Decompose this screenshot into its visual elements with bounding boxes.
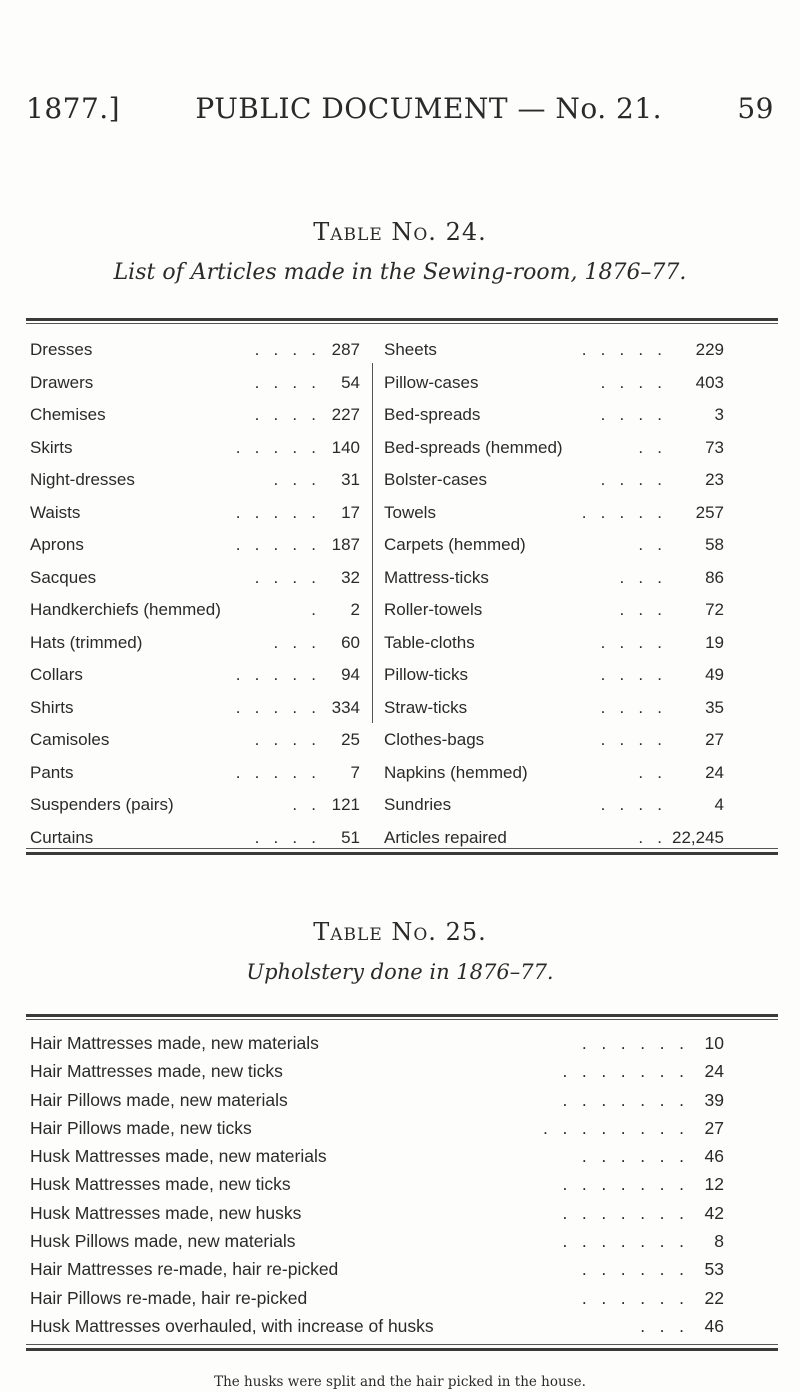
row-value: 2 <box>350 600 360 619</box>
row-label: Handkerchiefs (hemmed) <box>30 600 221 619</box>
row-label: Towels <box>384 502 436 522</box>
row-value: 229 <box>695 340 724 359</box>
row-leader-dots: . . . . . . . . <box>543 1117 684 1138</box>
table-25-top-rule <box>26 1014 778 1017</box>
row-value: 46 <box>704 1315 724 1336</box>
row-label: Hair Pillows re-made, hair re-picked <box>30 1287 308 1308</box>
table-row <box>30 564 360 597</box>
row-label: Sheets <box>384 340 437 359</box>
row-leader-dots: . . . . <box>600 405 662 424</box>
table-row <box>384 336 724 369</box>
row-value: 42 <box>704 1202 724 1223</box>
header-year: 1877.] <box>26 92 121 125</box>
row-value: 53 <box>704 1259 724 1280</box>
table-row <box>384 499 724 532</box>
table-24-column-divider <box>372 363 373 723</box>
table-row <box>384 369 724 402</box>
row-value: 4 <box>714 795 724 814</box>
row-leader-dots: . . . <box>619 567 662 587</box>
row-value: 49 <box>705 665 724 684</box>
row-value: 10 <box>704 1033 724 1053</box>
row-leader-dots: . . . . . <box>235 535 316 554</box>
table-24-subtitle: List of Articles made in the Sewing-room, 1876–77. <box>113 260 687 285</box>
row-label: Husk Mattresses made, new husks <box>30 1202 302 1223</box>
table-25-rows <box>30 1030 724 1341</box>
table-row <box>384 791 724 824</box>
row-label: Clothes-bags <box>384 730 485 749</box>
table-row <box>384 661 724 694</box>
row-leader-dots: . . . . . . . <box>562 1061 684 1082</box>
table-24-title: Table No. 24. <box>313 218 487 246</box>
row-leader-dots: . . . <box>619 600 662 619</box>
table-row <box>30 661 360 694</box>
table-row <box>384 434 724 467</box>
table-row <box>30 434 360 467</box>
table-24-top-rule-thin <box>26 323 778 324</box>
row-label: Hair Mattresses made, new ticks <box>30 1061 283 1082</box>
table-row <box>30 629 360 662</box>
row-value: 39 <box>704 1089 724 1110</box>
table-row <box>30 1256 724 1284</box>
row-value: 8 <box>714 1231 724 1252</box>
table-25-bottom-rule <box>26 1348 778 1351</box>
row-leader-dots: . . . . . <box>235 437 316 457</box>
table-row <box>30 1143 724 1171</box>
row-value: 58 <box>705 535 724 554</box>
table-25-subtitle: Upholstery done in 1876–77. <box>246 960 554 984</box>
row-label: Pillow-ticks <box>384 665 469 684</box>
row-value: 187 <box>331 535 360 554</box>
row-value: 19 <box>705 632 724 652</box>
row-leader-dots: . . . . <box>254 730 316 749</box>
row-leader-dots: . . . . . . <box>581 1287 684 1308</box>
row-label: Pillow-cases <box>384 372 479 392</box>
row-leader-dots: . . . . . . <box>581 1259 684 1280</box>
row-value: 27 <box>705 730 724 749</box>
row-label: Sacques <box>30 567 97 587</box>
row-leader-dots: . . . . <box>600 632 662 652</box>
row-value: 12 <box>704 1174 724 1195</box>
row-label: Suspenders (pairs) <box>30 795 174 814</box>
row-leader-dots: . . . . <box>600 470 662 489</box>
row-label: Dresses <box>30 340 93 359</box>
row-leader-dots: . . . . . . . <box>562 1089 684 1110</box>
row-value: 17 <box>341 502 360 522</box>
row-label: Hats (trimmed) <box>30 632 143 652</box>
table-row <box>30 531 360 564</box>
row-label: Bolster-cases <box>384 470 487 489</box>
table-row <box>30 336 360 369</box>
table-25-top-rule-thin <box>26 1019 778 1020</box>
row-leader-dots: . . . . . <box>581 340 662 359</box>
row-value: 3 <box>714 405 724 424</box>
row-label: Collars <box>30 665 83 684</box>
row-leader-dots: . . . . . <box>235 502 316 522</box>
row-label: Roller-towels <box>384 600 483 619</box>
row-leader-dots: . . . . <box>600 697 662 717</box>
row-label: Carpets (hemmed) <box>384 535 526 554</box>
table-24-left-column <box>30 336 360 856</box>
row-value: 73 <box>705 437 724 457</box>
row-value: 72 <box>705 600 724 619</box>
page-header <box>26 92 774 125</box>
row-label: Skirts <box>30 437 73 457</box>
row-leader-dots: . . . . . . . <box>562 1174 684 1195</box>
table-row <box>30 499 360 532</box>
row-value: 46 <box>704 1146 724 1167</box>
row-leader-dots: . . <box>638 827 662 847</box>
row-leader-dots: . . . . <box>254 827 316 847</box>
row-label: Mattress-ticks <box>384 567 489 587</box>
row-label: Hair Mattresses made, new materials <box>30 1033 319 1053</box>
table-row <box>30 466 360 499</box>
table-row <box>30 1115 724 1143</box>
row-leader-dots: . . . . <box>254 372 316 392</box>
row-value: 31 <box>341 470 360 489</box>
table-row <box>30 726 360 759</box>
row-value: 27 <box>704 1117 724 1138</box>
row-value: 32 <box>341 567 360 587</box>
row-leader-dots: . . . <box>640 1315 684 1336</box>
row-value: 23 <box>705 470 724 489</box>
table-row <box>384 564 724 597</box>
table-25-title: Table No. 25. <box>313 918 487 946</box>
row-leader-dots: . . <box>638 762 662 782</box>
table-row <box>30 1200 724 1228</box>
row-value: 51 <box>341 827 360 847</box>
row-leader-dots: . . . . <box>254 340 316 359</box>
row-leader-dots: . . . <box>273 470 316 489</box>
footnote: The husks were split and the hair picked in the house. <box>214 1374 586 1390</box>
row-leader-dots: . . . . . . <box>581 1033 684 1053</box>
table-row <box>384 759 724 792</box>
row-leader-dots: . <box>311 600 316 619</box>
row-label: Shirts <box>30 697 74 717</box>
table-row <box>30 369 360 402</box>
row-label: Waists <box>30 502 81 522</box>
row-leader-dots: . . . . <box>600 730 662 749</box>
row-label: Sundries <box>384 795 452 814</box>
row-value: 287 <box>331 340 360 359</box>
row-label: Husk Mattresses made, new ticks <box>30 1174 291 1195</box>
row-leader-dots: . . . . <box>600 372 662 392</box>
table-row <box>384 629 724 662</box>
table-row <box>30 791 360 824</box>
row-value: 403 <box>695 372 724 392</box>
header-title: PUBLIC DOCUMENT — No. 21. <box>195 92 663 125</box>
row-leader-dots: . . . . . <box>581 502 662 522</box>
row-value: 22 <box>704 1287 724 1308</box>
table-row <box>30 1058 724 1086</box>
row-label: Articles repaired <box>384 827 507 847</box>
table-row <box>384 531 724 564</box>
row-label: Aprons <box>30 535 84 554</box>
row-label: Straw-ticks <box>384 697 468 717</box>
table-row <box>384 694 724 727</box>
table-row <box>30 1285 724 1313</box>
row-value: 121 <box>331 795 360 814</box>
row-label: Husk Pillows made, new materials <box>30 1231 296 1252</box>
row-label: Bed-spreads <box>384 405 481 424</box>
row-value: 257 <box>695 502 724 522</box>
row-value: 227 <box>331 405 360 424</box>
row-value: 22,245 <box>672 827 724 847</box>
row-leader-dots: . . <box>638 535 662 554</box>
table-row <box>30 596 360 629</box>
row-value: 86 <box>705 567 724 587</box>
row-leader-dots: . . . . <box>600 795 662 814</box>
table-row <box>384 596 724 629</box>
row-leader-dots: . . . . . <box>235 665 316 684</box>
row-label: Husk Mattresses made, new materials <box>30 1146 327 1167</box>
row-label: Camisoles <box>30 730 110 749</box>
table-row <box>30 1228 724 1256</box>
row-leader-dots: . . <box>638 437 662 457</box>
row-value: 334 <box>331 697 360 717</box>
row-leader-dots: . . . . . . . <box>562 1202 684 1223</box>
table-row <box>30 1087 724 1115</box>
table-24-top-rule <box>26 318 778 321</box>
row-label: Bed-spreads (hemmed) <box>384 437 563 457</box>
row-leader-dots: . . . . <box>600 665 662 684</box>
row-value: 140 <box>331 437 360 457</box>
row-leader-dots: . . . . . . <box>581 1146 684 1167</box>
row-label: Curtains <box>30 827 94 847</box>
table-row <box>30 1313 724 1341</box>
table-24-bottom-rule <box>26 852 778 855</box>
row-value: 35 <box>705 697 724 717</box>
table-row <box>30 694 360 727</box>
row-label: Hair Pillows made, new materials <box>30 1089 288 1110</box>
row-label: Night-dresses <box>30 470 135 489</box>
table-row <box>384 401 724 434</box>
row-label: Chemises <box>30 405 106 424</box>
row-value: 54 <box>341 372 360 392</box>
row-leader-dots: . . . . . . . <box>562 1231 684 1252</box>
row-leader-dots: . . . . <box>254 405 316 424</box>
row-label: Hair Pillows made, new ticks <box>30 1117 252 1138</box>
table-row <box>30 1171 724 1199</box>
table-row <box>384 466 724 499</box>
table-24-right-column <box>384 336 724 856</box>
table-row <box>30 759 360 792</box>
row-label: Hair Mattresses re-made, hair re-picked <box>30 1259 339 1280</box>
row-label: Husk Mattresses overhauled, with increase of husks <box>30 1315 434 1336</box>
row-label: Table-cloths <box>384 632 475 652</box>
row-value: 24 <box>704 1061 724 1082</box>
row-value: 7 <box>350 762 360 782</box>
table-25-bottom-rule-thin <box>26 1344 778 1345</box>
table-24-bottom-rule-thin <box>26 848 778 849</box>
row-leader-dots: . . . <box>273 632 316 652</box>
row-value: 24 <box>705 762 724 782</box>
row-leader-dots: . . . . <box>254 567 316 587</box>
table-row <box>384 726 724 759</box>
row-label: Drawers <box>30 372 94 392</box>
row-value: 60 <box>341 632 360 652</box>
header-page-number: 59 <box>737 92 774 125</box>
row-value: 25 <box>341 730 360 749</box>
row-leader-dots: . . . . . <box>235 762 316 782</box>
table-row <box>30 401 360 434</box>
row-label: Napkins (hemmed) <box>384 762 528 782</box>
row-leader-dots: . . . . . <box>235 697 316 717</box>
row-leader-dots: . . <box>292 795 316 814</box>
row-label: Pants <box>30 762 74 782</box>
table-row <box>30 1030 724 1058</box>
row-value: 94 <box>341 665 360 684</box>
